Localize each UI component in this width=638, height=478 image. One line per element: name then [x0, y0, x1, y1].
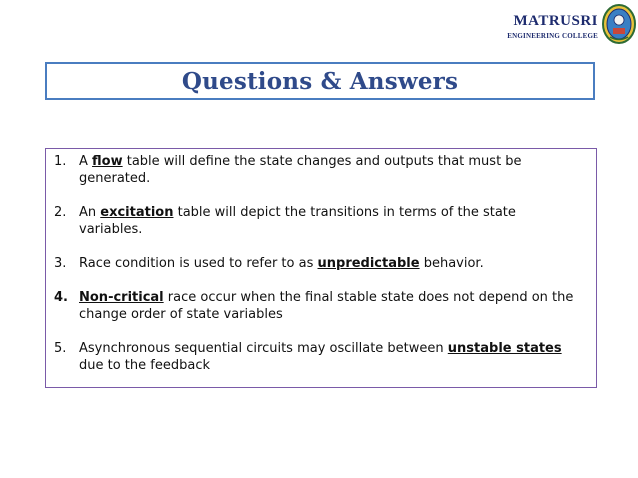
item-text: Race condition is used to refer to as — [79, 256, 318, 271]
qa-item-1 — [54, 153, 582, 187]
item-keyword: flow — [92, 154, 123, 169]
item-text: table will define the state changes and outputs that must be generated. — [79, 154, 522, 186]
item-text: An — [79, 205, 101, 220]
title-box — [45, 62, 595, 100]
brand-name: MATRUSRI — [513, 13, 598, 29]
qa-item-4 — [54, 289, 582, 323]
item-keyword: Non-critical — [79, 290, 164, 305]
brand-subtitle: ENGINEERING COLLEGE — [507, 32, 598, 40]
qa-list — [54, 153, 582, 374]
item-number: 4. — [54, 290, 68, 305]
item-number: 3. — [54, 256, 67, 271]
qa-item-5 — [54, 340, 582, 374]
item-keyword: unstable states — [447, 341, 562, 356]
item-text: race occur when the final stable state does not depend on the change order of state variables — [79, 290, 574, 322]
qa-item-3 — [54, 255, 582, 272]
item-text: Asynchronous sequential circuits may oscillate between — [79, 341, 448, 356]
qa-box — [45, 148, 597, 388]
item-number: 1. — [54, 154, 67, 169]
item-text: A — [79, 154, 93, 169]
item-number: 2. — [54, 205, 67, 220]
item-text: table will depict the transitions in terms of the state variables. — [79, 205, 516, 237]
item-number: 5. — [54, 341, 67, 356]
item-text: behavior. — [419, 256, 484, 271]
qa-item-2 — [54, 204, 582, 238]
item-keyword: excitation — [100, 205, 174, 220]
college-brand — [507, 4, 636, 44]
page-title: Questions & Answers — [181, 67, 459, 95]
college-logo-icon — [602, 4, 636, 44]
item-text: due to the feedback — [79, 358, 210, 373]
item-keyword: unpredictable — [317, 256, 420, 271]
